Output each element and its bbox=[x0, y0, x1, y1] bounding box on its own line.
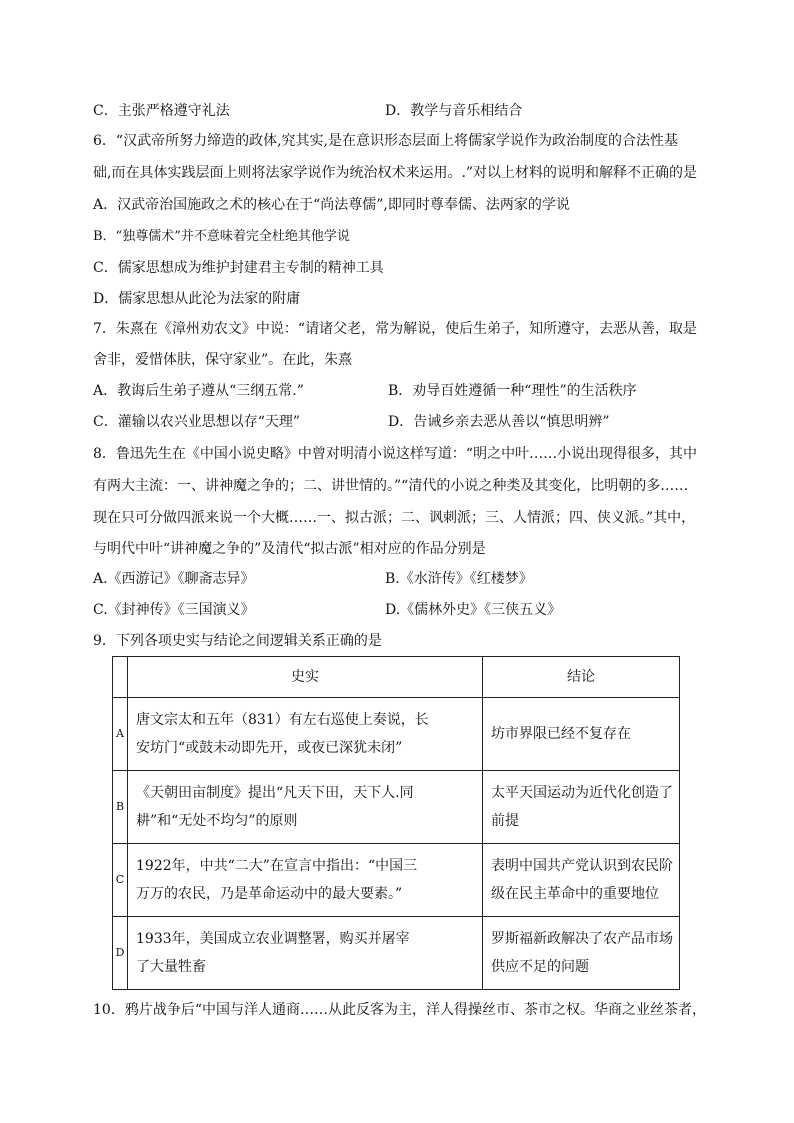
q6-option-b: B．“独尊儒术”并不意味着完全杜绝其他学说 bbox=[93, 229, 350, 244]
conclusion-line: 坊市界限已经不复存在 bbox=[491, 726, 631, 742]
fact-line: 《天朝田亩制度》提出“凡天下田，天下人.同 bbox=[136, 785, 414, 801]
conclusion-line: 罗斯福新政解决了农产品市场 bbox=[491, 931, 673, 947]
header-fact: 史实 bbox=[128, 657, 483, 698]
q9-table-header bbox=[113, 657, 680, 698]
conclusion-line: 太平天国运动为近代化创造了 bbox=[491, 785, 673, 801]
q6-stem-line2: 础,而在具体实践层面上则将法家学说作为统治权术来运用。.”对以上材料的说明和解释不正确的是 bbox=[93, 165, 698, 181]
conclusion-line: 表明中国共产党认识到农民阶 bbox=[491, 858, 673, 874]
q7-option-d: D．告诫乡亲去恶从善以“慎思明辨” bbox=[388, 414, 610, 430]
q6-option-a: A．汉武帝治国施政之术的核心在于“尚法尊儒”,即同时尊奉儒、法两家的学说 bbox=[93, 197, 570, 213]
q6-option-c: C．儒家思想成为维护封建君主专制的精神工具 bbox=[93, 260, 384, 276]
fact-line: 1922年，中共“二大”在宣言中指出：“中国三 bbox=[136, 858, 418, 874]
fact-cell bbox=[128, 844, 483, 917]
conclusion-line: 级在民主革命中的重要地位 bbox=[491, 886, 659, 902]
q7-option-c: C．灌输以农兴业思想以存“天理” bbox=[93, 414, 301, 430]
row-letter: D bbox=[113, 917, 128, 990]
q7-stem-line2: 舍非，爱惜体肤，保守家业”。在此，朱熹 bbox=[93, 352, 353, 368]
conclusion-line: 供应不足的问题 bbox=[491, 959, 589, 975]
conclusion-cell bbox=[483, 844, 680, 917]
row-letter: C bbox=[113, 844, 128, 917]
q8-option-d: D.《儒林外史》《三侠五义》 bbox=[385, 602, 562, 618]
fact-cell bbox=[128, 771, 483, 844]
q8-stem-line4: 与明代中叶“讲神魔之争的”及清代“拟古派”相对应的作品分别是 bbox=[93, 541, 486, 557]
conclusion-cell bbox=[483, 698, 680, 771]
fact-cell bbox=[128, 698, 483, 771]
q7-stem-line1: 7．朱熹在《漳州劝农文》中说：“请诸父老，常为解说，使后生弟子，知所遵守，去恶从善，取是 bbox=[93, 321, 698, 337]
table-row bbox=[113, 698, 680, 771]
q8-stem-line3: 现在只可分做四派来说一个大概……一、拟古派；二、讽刺派；三、人情派；四、侠义派。”其中， bbox=[93, 510, 696, 526]
fact-line: 1933年，美国成立农业调整署，购买并屠宰 bbox=[136, 931, 410, 947]
q10-stem-line1: 10．鸦片战争后“中国与洋人通商……从此反客为主，洋人得操丝市、茶市之权。华商之业丝茶者， bbox=[93, 1002, 706, 1018]
q7-option-a: A．教诲后生弟子遵从“三纲五常.” bbox=[93, 383, 304, 399]
q8-option-a: A.《西游记》《聊斋志异》 bbox=[93, 571, 255, 587]
q6-option-d: D．儒家思想从此沦为法家的附庸 bbox=[93, 291, 301, 307]
q8-option-b: B.《水浒传》《红楼梦》 bbox=[385, 571, 533, 587]
conclusion-cell bbox=[483, 771, 680, 844]
fact-line: 万万的农民，乃是革命运动中的最大要素。” bbox=[136, 886, 403, 902]
table-row bbox=[113, 771, 680, 844]
q8-stem-line1: 8．鲁迅先生在《中国小说史略》中曾对明清小说这样写道：“明之中叶……小说出现得很多，其中 bbox=[93, 446, 698, 462]
row-letter: A bbox=[113, 698, 128, 771]
fact-line: 安坊门“或鼓未动即先开，或夜已深犹未闭” bbox=[136, 740, 403, 756]
q9-table bbox=[112, 656, 680, 990]
q5-option-d: D．教学与音乐相结合 bbox=[385, 103, 523, 119]
fact-line: 耕”和“无处不均匀”的原则 bbox=[136, 813, 298, 829]
fact-line: 了大量牲畜 bbox=[136, 959, 206, 975]
header-blank-cell bbox=[113, 657, 128, 698]
q6-stem-line1: 6．“汉武帝所努力缔造的政体,究其实,是在意识形态层面上将儒家学说作为政治制度的合法性基 bbox=[93, 133, 678, 149]
q5-option-c: C．主张严格遵守礼法 bbox=[93, 103, 230, 119]
conclusion-cell bbox=[483, 917, 680, 990]
q9-stem: 9．下列各项史实与结论之间逻辑关系正确的是 bbox=[93, 633, 382, 649]
table-row bbox=[113, 917, 680, 990]
header-conclusion: 结论 bbox=[483, 657, 680, 698]
q7-option-b: B．劝导百姓遵循一种“理性”的生活秩序 bbox=[388, 383, 637, 399]
q8-stem-line2: 有两大主流：一、讲神魔之争的；二、讲世情的。”“清代的小说之种类及其变化，比明朝的多…… bbox=[93, 478, 689, 494]
table-row bbox=[113, 844, 680, 917]
fact-line: 唐文宗太和五年（831）有左右巡使上奏说，长 bbox=[136, 712, 429, 728]
q8-option-c: C.《封神传》《三国演义》 bbox=[93, 602, 255, 618]
fact-cell bbox=[128, 917, 483, 990]
conclusion-line: 前提 bbox=[491, 813, 519, 829]
row-letter: B bbox=[113, 771, 128, 844]
